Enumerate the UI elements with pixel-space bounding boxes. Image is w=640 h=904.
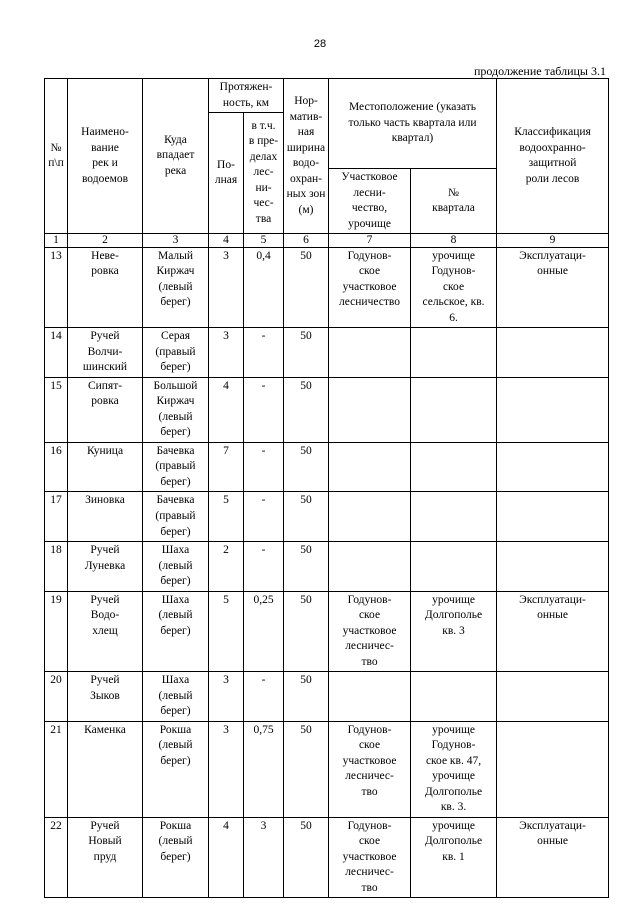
header-name: Наимено- вание рек и водоемов <box>68 79 143 234</box>
length-forest: - <box>244 492 284 542</box>
quarter <box>411 542 497 592</box>
header-flows-into: Куда впадает река <box>143 79 209 234</box>
header-forestry: Участковое лесни- чество, урочище <box>329 169 411 234</box>
table-row <box>45 672 609 722</box>
column-number: 3 <box>143 234 209 248</box>
column-number: 1 <box>45 234 68 248</box>
row-number: 19 <box>45 591 68 672</box>
column-number: 2 <box>68 234 143 248</box>
forestry: Годунов- ское участковое лесничес- тво <box>329 817 411 898</box>
flows-into: Шаха (левый берег) <box>143 542 209 592</box>
table-row <box>45 328 609 378</box>
classification <box>497 721 609 817</box>
forestry <box>329 492 411 542</box>
zone-width: 50 <box>284 591 329 672</box>
length-full: 7 <box>209 442 244 492</box>
row-number: 15 <box>45 377 68 442</box>
column-number: 7 <box>329 234 411 248</box>
table-row <box>45 542 609 592</box>
forestry <box>329 672 411 722</box>
table-row <box>45 442 609 492</box>
classification <box>497 492 609 542</box>
river-name: Ручей Новый пруд <box>68 817 143 898</box>
length-forest: 3 <box>244 817 284 898</box>
river-name: Куница <box>68 442 143 492</box>
quarter: урочище Долгополье кв. 3 <box>411 591 497 672</box>
row-number: 14 <box>45 328 68 378</box>
header-num: № п\п <box>45 79 68 234</box>
length-full: 4 <box>209 817 244 898</box>
quarter <box>411 672 497 722</box>
river-name: Сипят- ровка <box>68 377 143 442</box>
quarter <box>411 492 497 542</box>
classification <box>497 328 609 378</box>
zone-width: 50 <box>284 817 329 898</box>
column-number: 4 <box>209 234 244 248</box>
forestry <box>329 442 411 492</box>
table-row <box>45 247 609 328</box>
header-length-full: По- лная <box>209 113 244 234</box>
column-number: 9 <box>497 234 609 248</box>
zone-width: 50 <box>284 492 329 542</box>
length-forest: - <box>244 442 284 492</box>
length-forest: 0,4 <box>244 247 284 328</box>
forestry <box>329 328 411 378</box>
quarter: урочище Годунов- ское кв. 47, урочище Долгополье кв. 3. <box>411 721 497 817</box>
forestry: Годунов- ское участковое лесничес- тво <box>329 721 411 817</box>
header-location: Местоположение (указать только часть квартала или квартал) <box>329 79 497 169</box>
river-name: Неве- ровка <box>68 247 143 328</box>
column-number: 5 <box>244 234 284 248</box>
flows-into: Рокша (левый берег) <box>143 817 209 898</box>
flows-into: Рокша (левый берег) <box>143 721 209 817</box>
table-row <box>45 377 609 442</box>
classification: Эксплуатаци- онные <box>497 591 609 672</box>
flows-into: Малый Киржач (левый берег) <box>143 247 209 328</box>
length-forest: - <box>244 672 284 722</box>
flows-into: Бачевка (правый берег) <box>143 442 209 492</box>
flows-into: Шаха (левый берег) <box>143 591 209 672</box>
table-row <box>45 492 609 542</box>
quarter <box>411 377 497 442</box>
zone-width: 50 <box>284 377 329 442</box>
length-full: 4 <box>209 377 244 442</box>
row-number: 16 <box>45 442 68 492</box>
classification <box>497 672 609 722</box>
flows-into: Большой Киржач (левый берег) <box>143 377 209 442</box>
header-classification: Классификация водоохранно- защитной роли лесов <box>497 79 609 234</box>
row-number: 22 <box>45 817 68 898</box>
header-quarter: № квартала <box>411 169 497 234</box>
length-full: 3 <box>209 721 244 817</box>
forestry: Годунов- ское участковое лесничество <box>329 247 411 328</box>
river-name: Ручей Луневка <box>68 542 143 592</box>
zone-width: 50 <box>284 247 329 328</box>
zone-width: 50 <box>284 442 329 492</box>
length-full: 3 <box>209 247 244 328</box>
table-row <box>45 721 609 817</box>
header-zone-width: Нор- матив- ная ширина водо- охран- ных зон (м) <box>284 79 329 234</box>
header-length: Протяжен- ность, км <box>209 79 284 113</box>
classification <box>497 377 609 442</box>
classification <box>497 442 609 492</box>
length-forest: 0,25 <box>244 591 284 672</box>
zone-width: 50 <box>284 328 329 378</box>
water-protection-table <box>44 78 609 898</box>
column-number: 8 <box>411 234 497 248</box>
zone-width: 50 <box>284 721 329 817</box>
quarter: урочище Годунов- ское сельское, кв. 6. <box>411 247 497 328</box>
river-name: Ручей Водо- хлещ <box>68 591 143 672</box>
river-name: Зиновка <box>68 492 143 542</box>
quarter <box>411 328 497 378</box>
column-numbers-row <box>45 234 609 248</box>
length-forest: - <box>244 377 284 442</box>
length-forest: - <box>244 328 284 378</box>
flows-into: Шаха (левый берег) <box>143 672 209 722</box>
forestry <box>329 542 411 592</box>
length-full: 3 <box>209 672 244 722</box>
length-full: 2 <box>209 542 244 592</box>
header-length-forest: в т.ч. в пре- делах лес- ни- чес- тва <box>244 113 284 234</box>
quarter <box>411 442 497 492</box>
zone-width: 50 <box>284 672 329 722</box>
classification: Эксплуатаци- онные <box>497 247 609 328</box>
flows-into: Бачевка (правый берег) <box>143 492 209 542</box>
length-full: 5 <box>209 591 244 672</box>
column-number: 6 <box>284 234 329 248</box>
river-name: Ручей Волчи- шинский <box>68 328 143 378</box>
row-number: 18 <box>45 542 68 592</box>
row-number: 21 <box>45 721 68 817</box>
forestry <box>329 377 411 442</box>
quarter: урочище Долгополье кв. 1 <box>411 817 497 898</box>
river-name: Ручей Зыков <box>68 672 143 722</box>
classification: Эксплуатаци- онные <box>497 817 609 898</box>
length-forest: 0,75 <box>244 721 284 817</box>
row-number: 13 <box>45 247 68 328</box>
river-name: Каменка <box>68 721 143 817</box>
length-full: 3 <box>209 328 244 378</box>
forestry: Годунов- ское участковое лесничес- тво <box>329 591 411 672</box>
row-number: 20 <box>45 672 68 722</box>
table-row <box>45 817 609 898</box>
table-continuation-label: продолжение таблицы 3.1 <box>473 64 606 78</box>
table-row <box>45 591 609 672</box>
row-number: 17 <box>45 492 68 542</box>
zone-width: 50 <box>284 542 329 592</box>
classification <box>497 542 609 592</box>
page-number: 28 <box>313 38 327 50</box>
length-forest: - <box>244 542 284 592</box>
flows-into: Серая (правый берег) <box>143 328 209 378</box>
length-full: 5 <box>209 492 244 542</box>
